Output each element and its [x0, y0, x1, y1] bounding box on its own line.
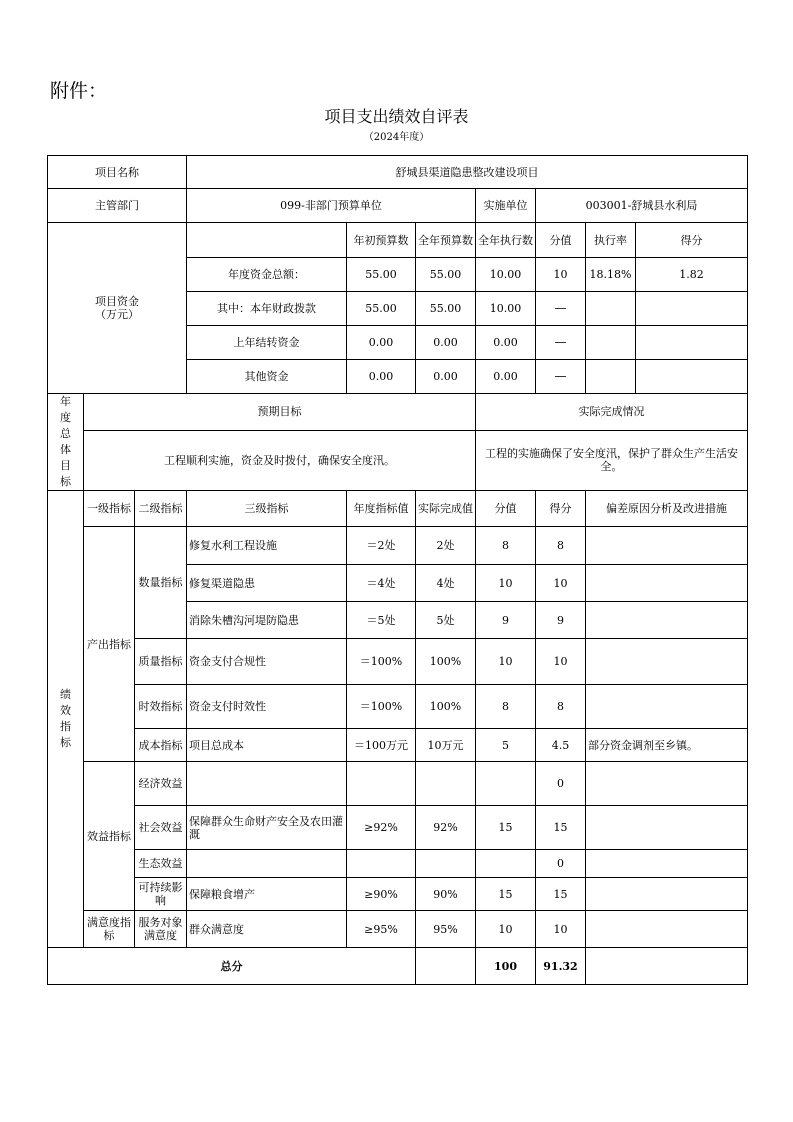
perf-row-got: 8	[536, 685, 586, 729]
perf-row-got: 9	[536, 602, 586, 639]
project-name-label: 项目名称	[48, 156, 187, 189]
perf-row-got: 15	[536, 878, 586, 911]
funds-row-exec: 10.00	[476, 292, 536, 326]
perf-row-score	[476, 850, 536, 878]
lvl2-quantity: 数量指标	[135, 527, 187, 639]
funds-row-initial: 0.00	[347, 360, 416, 394]
lvl2-economic: 经济效益	[135, 762, 187, 806]
perf-header-score: 分值	[476, 491, 536, 527]
perf-row-actual	[416, 850, 476, 878]
perf-row-score: 10	[476, 639, 536, 685]
lvl1-output: 产出指标	[84, 527, 135, 762]
perf-row-actual: 95%	[416, 911, 476, 948]
perf-row-score: 8	[476, 685, 536, 729]
perf-row-target: ＝5处	[347, 602, 416, 639]
funds-row-full: 0.00	[416, 360, 476, 394]
attachment-label: 附件：	[50, 80, 108, 102]
perf-header-lvl1: 一级指标	[84, 491, 135, 527]
perf-row-actual: 100%	[416, 639, 476, 685]
perf-row-actual: 2处	[416, 527, 476, 565]
funds-row-initial: 0.00	[347, 326, 416, 360]
lvl2-cost: 成本指标	[135, 729, 187, 762]
perf-row-lvl3: 群众满意度	[187, 911, 347, 948]
perf-row-got: 10	[536, 639, 586, 685]
funds-header-full: 全年预算数	[416, 223, 476, 258]
perf-row-target	[347, 850, 416, 878]
perf-row-reason: 部分资金调剂至乡镇。	[586, 729, 748, 762]
funds-header-exec: 全年执行数	[476, 223, 536, 258]
perf-row-lvl3: 保障群众生命财产安全及农田灌溉	[187, 806, 347, 850]
performance-side-label: 绩 效 指 标	[48, 491, 84, 948]
perf-row-score: 5	[476, 729, 536, 762]
perf-row-lvl3: 修复渠道隐患	[187, 565, 347, 602]
perf-row-lvl3: 资金支付时效性	[187, 685, 347, 729]
funds-row-label: 其中：本年财政拨款	[187, 292, 347, 326]
funds-label: 项目资金 （万元）	[48, 223, 187, 394]
lvl2-quality: 质量指标	[135, 639, 187, 685]
perf-row-lvl3: 保障粮食增产	[187, 878, 347, 911]
perf-row-got: 8	[536, 527, 586, 565]
perf-row-score	[476, 762, 536, 806]
funds-row-got	[636, 360, 748, 394]
lvl2-social: 社会效益	[135, 806, 187, 850]
funds-row-score: —	[536, 360, 586, 394]
lvl2-ecological: 生态效益	[135, 850, 187, 878]
perf-row-got: 15	[536, 806, 586, 850]
total-got: 91.32	[536, 948, 586, 985]
page-title: 项目支出绩效自评表	[324, 107, 469, 126]
total-label: 总分	[48, 948, 416, 985]
perf-row-target: ＝4处	[347, 565, 416, 602]
total-reason-blank	[586, 948, 748, 985]
funds-header-score: 分值	[536, 223, 586, 258]
funds-row-exec: 10.00	[476, 258, 536, 292]
perf-row-target: ≥95%	[347, 911, 416, 948]
perf-header-target: 年度指标值	[347, 491, 416, 527]
perf-row-actual: 90%	[416, 878, 476, 911]
lvl1-benefit: 效益指标	[84, 762, 135, 911]
perf-row-score: 15	[476, 806, 536, 850]
perf-row-target: ＝2处	[347, 527, 416, 565]
funds-header-rate: 执行率	[586, 223, 636, 258]
perf-row-actual: 5处	[416, 602, 476, 639]
perf-row-actual: 10万元	[416, 729, 476, 762]
funds-row-rate	[586, 292, 636, 326]
annual-goal-side-label: 年 度 总 体 目 标	[48, 394, 84, 491]
perf-row-target: ＝100%	[347, 685, 416, 729]
perf-row-reason	[586, 527, 748, 565]
funds-row-initial: 55.00	[347, 292, 416, 326]
actual-result-header: 实际完成情况	[476, 394, 748, 431]
funds-row-full: 55.00	[416, 292, 476, 326]
perf-row-reason	[586, 850, 748, 878]
perf-row-score: 15	[476, 878, 536, 911]
lvl2-timeliness: 时效指标	[135, 685, 187, 729]
impl-label: 实施单位	[476, 189, 536, 223]
perf-row-lvl3: 资金支付合规性	[187, 639, 347, 685]
funds-header-initial: 年初预算数	[347, 223, 416, 258]
funds-row-got	[636, 292, 748, 326]
perf-row-lvl3	[187, 762, 347, 806]
funds-row-rate: 18.18%	[586, 258, 636, 292]
dept-label: 主管部门	[48, 189, 187, 223]
funds-header-got: 得分	[636, 223, 748, 258]
perf-row-reason	[586, 806, 748, 850]
funds-row-got: 1.82	[636, 258, 748, 292]
project-name-value: 舒城县渠道隐患整改建设项目	[187, 156, 748, 189]
funds-row-score: 10	[536, 258, 586, 292]
perf-row-got: 0	[536, 762, 586, 806]
perf-row-target: ≥92%	[347, 806, 416, 850]
actual-result-text: 工程的实施确保了安全度汛，保护了群众生产生活安全。	[476, 430, 748, 490]
funds-row-label: 其他资金	[187, 360, 347, 394]
perf-header-lvl3: 三级指标	[187, 491, 347, 527]
funds-header-blank	[187, 223, 347, 258]
perf-row-got: 0	[536, 850, 586, 878]
perf-row-reason	[586, 911, 748, 948]
perf-row-lvl3: 消除朱槽沟河堤防隐患	[187, 602, 347, 639]
perf-row-reason	[586, 639, 748, 685]
expected-goal-text: 工程顺利实施，资金及时拨付，确保安全度汛。	[84, 430, 476, 490]
funds-row-exec: 0.00	[476, 360, 536, 394]
lvl2-service-satisfaction: 服务对象满意度	[135, 911, 187, 948]
perf-row-target: ≥90%	[347, 878, 416, 911]
funds-row-full: 0.00	[416, 326, 476, 360]
dept-value: 099-非部门预算单位	[187, 189, 476, 223]
funds-row-rate	[586, 326, 636, 360]
perf-row-score: 9	[476, 602, 536, 639]
perf-header-reason: 偏差原因分析及改进措施	[586, 491, 748, 527]
perf-header-lvl2: 二级指标	[135, 491, 187, 527]
self-evaluation-table	[47, 155, 748, 985]
funds-row-got	[636, 326, 748, 360]
perf-row-got: 10	[536, 565, 586, 602]
perf-row-target: ＝100%	[347, 639, 416, 685]
perf-row-score: 10	[476, 565, 536, 602]
funds-row-exec: 0.00	[476, 326, 536, 360]
total-score: 100	[476, 948, 536, 985]
lvl1-satisfaction: 满意度指标	[84, 911, 135, 948]
perf-row-actual	[416, 762, 476, 806]
perf-row-reason	[586, 602, 748, 639]
perf-row-actual: 4处	[416, 565, 476, 602]
funds-row-label: 年度资金总额：	[187, 258, 347, 292]
lvl2-sustainable: 可持续影响	[135, 878, 187, 911]
funds-row-score: —	[536, 292, 586, 326]
funds-row-initial: 55.00	[347, 258, 416, 292]
perf-row-reason	[586, 565, 748, 602]
perf-row-reason	[586, 878, 748, 911]
impl-value: 003001-舒城县水利局	[536, 189, 748, 223]
total-blank	[416, 948, 476, 985]
perf-row-reason	[586, 762, 748, 806]
perf-row-lvl3	[187, 850, 347, 878]
funds-row-full: 55.00	[416, 258, 476, 292]
perf-row-lvl3: 修复水利工程设施	[187, 527, 347, 565]
perf-row-score: 10	[476, 911, 536, 948]
perf-row-score: 8	[476, 527, 536, 565]
funds-row-label: 上年结转资金	[187, 326, 347, 360]
funds-row-score: —	[536, 326, 586, 360]
perf-header-got: 得分	[536, 491, 586, 527]
perf-row-got: 10	[536, 911, 586, 948]
perf-row-reason	[586, 685, 748, 729]
expected-goal-header: 预期目标	[84, 394, 476, 431]
perf-row-target	[347, 762, 416, 806]
perf-header-actual: 实际完成值	[416, 491, 476, 527]
perf-row-lvl3: 项目总成本	[187, 729, 347, 762]
perf-row-got: 4.5	[536, 729, 586, 762]
perf-row-actual: 100%	[416, 685, 476, 729]
year-label: （2024年度）	[363, 132, 430, 143]
funds-row-rate	[586, 360, 636, 394]
perf-row-target: ＝100万元	[347, 729, 416, 762]
perf-row-actual: 92%	[416, 806, 476, 850]
